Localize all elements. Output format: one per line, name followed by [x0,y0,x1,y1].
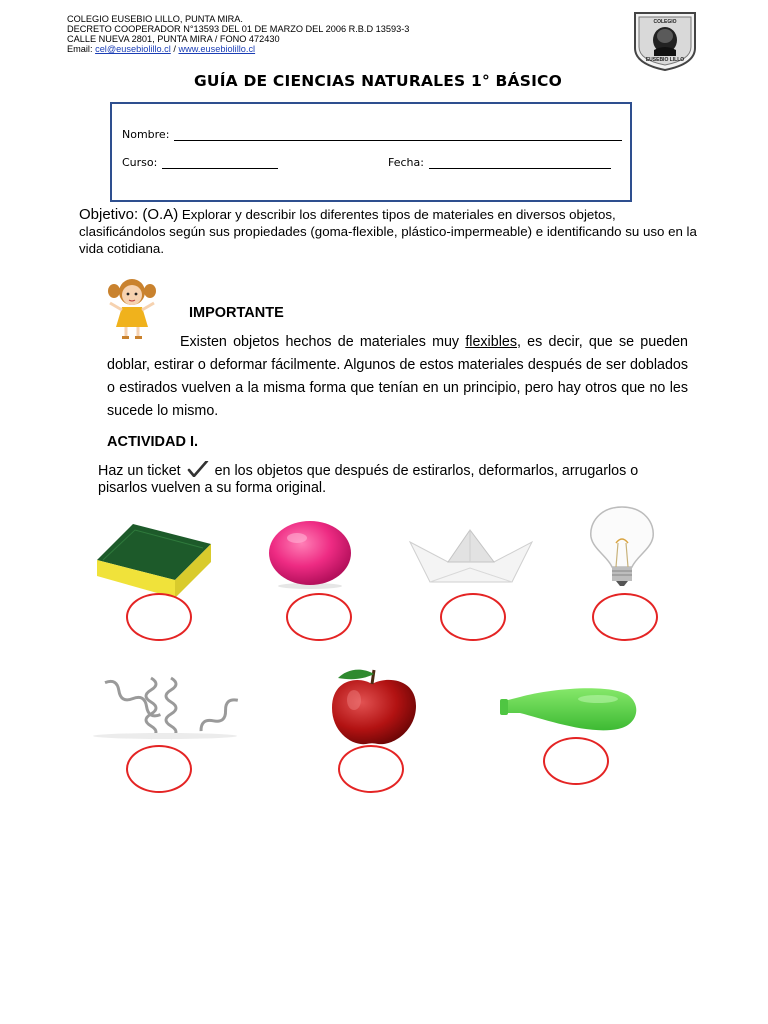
objective-text: Explorar y describir los diferentes tipos de materiales en diversos objetos, clasificándolos según sus propiedades (goma-flexible, plástico-impermeable) e identificando su uso en la vida cotidiana. [79,207,697,256]
name-field[interactable] [122,128,622,141]
contact-separator: / [170,44,179,54]
important-keyword: flexibles [465,334,517,350]
sponge-image [93,520,215,600]
email-link[interactable]: cel@eusebiolillo.cl [95,44,171,54]
date-field[interactable] [388,156,611,169]
answer-circle-balloon[interactable] [543,737,609,785]
school-name: COLEGIO EUSEBIO LILLO, PUNTA MIRA. [67,14,243,24]
answer-circle-light-bulb[interactable] [592,593,658,641]
activity-instruction [98,461,658,497]
date-line[interactable] [429,157,611,169]
logo-top-text: COLEGIO [653,19,677,25]
answer-circle-apple[interactable] [338,745,404,793]
course-field[interactable] [122,156,278,169]
website-link[interactable]: www.eusebiolillo.cl [178,44,256,54]
date-label: Fecha: [388,156,424,169]
page-title: GUÍA DE CIENCIAS NATURALES 1° BÁSICO [193,72,563,90]
apple-image [320,664,426,748]
logo-bottom-text: EUSEBIO LILLO [645,57,685,63]
school-decree: DECRETO COOPERADOR N°13593 DEL 01 DE MARZO DEL 2006 R.B.D 13593-3 [67,24,410,34]
important-heading: IMPORTANTE [189,305,284,321]
name-line[interactable] [174,129,622,141]
important-paragraph [107,331,688,423]
instruction-after: en los objetos que después de estirarlos, deformarlos, arrugarlos o pisarlos vuelven a su forma original. [98,463,639,496]
rubber-ball-image [265,520,355,590]
course-line[interactable] [162,157,278,169]
light-bulb-image [586,505,658,587]
springs-image [85,668,245,740]
name-label: Nombre: [122,128,170,141]
school-contact [67,44,409,54]
course-label: Curso: [122,156,158,169]
answer-circle-paper-boat[interactable] [440,593,506,641]
student-info-box [110,102,632,202]
activity-heading: ACTIVIDAD I. [107,434,199,450]
balloon-image [498,683,640,735]
answer-circle-sponge[interactable] [126,593,192,641]
instruction-before: Haz un ticket [98,463,181,479]
objective-label: Objetivo: (O.A) [79,206,179,223]
answer-circle-springs[interactable] [126,745,192,793]
school-address: CALLE NUEVA 2801, PUNTA MIRA / FONO 472430 [67,34,280,44]
school-logo [632,10,698,72]
checkmark-icon [185,461,211,477]
school-header [67,14,409,54]
objective [79,206,697,257]
answer-circle-ball[interactable] [286,593,352,641]
important-text-before: Existen objetos hechos de materiales muy [180,334,466,350]
email-label: Email: [67,44,96,54]
paper-boat-image [408,528,534,588]
important-text-after: , es decir, que se pueden doblar, estirar o deformar fácilmente. Algunos de estos materiales después de ser doblados o estirados vuelven a la misma forma que tenían en un principio, pero hay otros que no les sucede lo mismo. [107,334,689,419]
